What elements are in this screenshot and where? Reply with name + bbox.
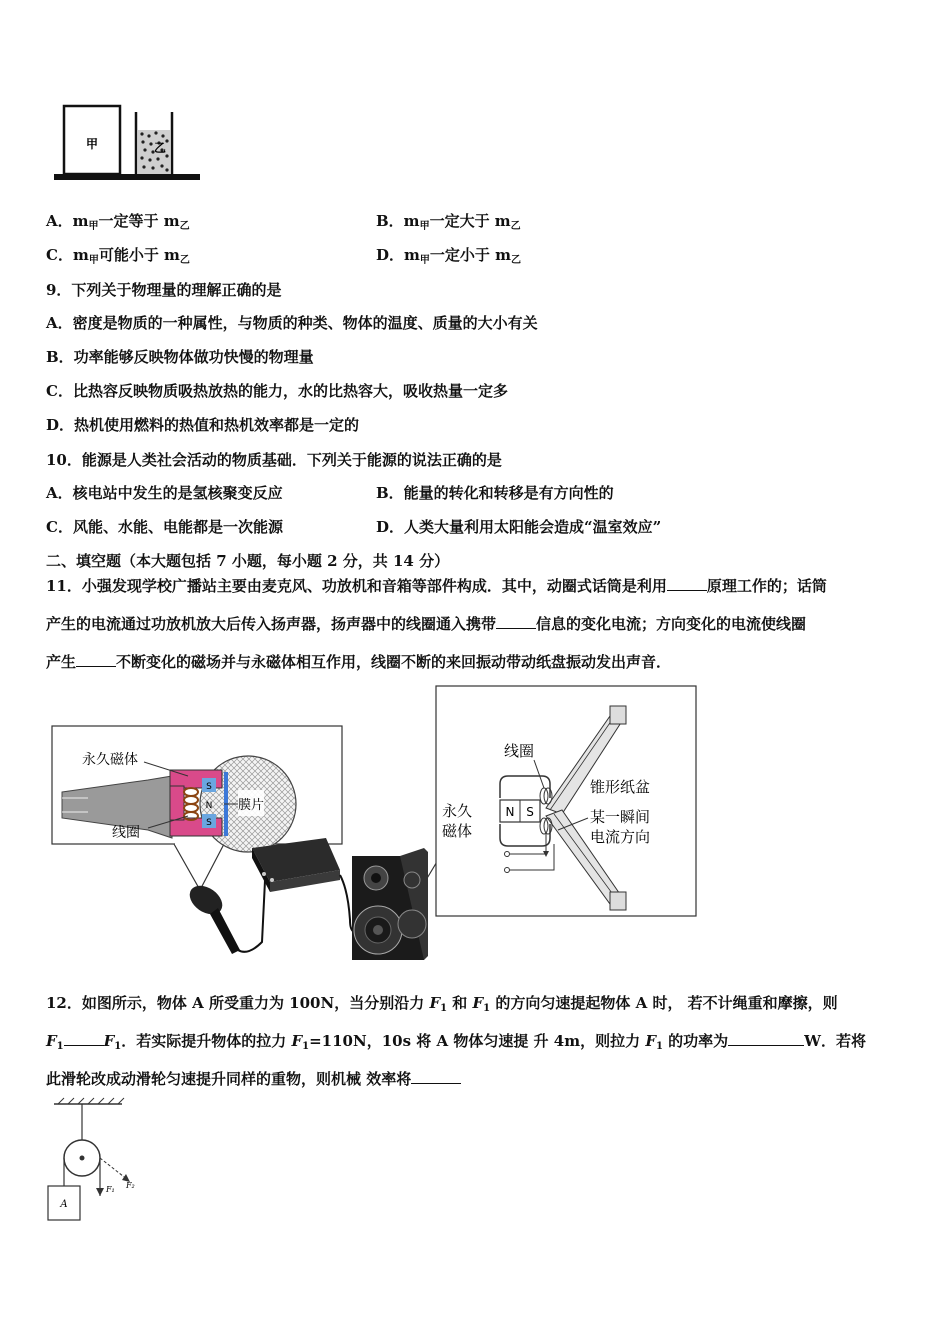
- mic-diaphragm-label: 膜片: [237, 798, 265, 813]
- speaker-magnet-label-2: 磁体: [442, 822, 473, 840]
- mic-coil-label: 线圈: [112, 825, 140, 841]
- figure-jia-yi-containers: [50, 100, 202, 190]
- speaker-current-label-1: 某一瞬间: [590, 808, 651, 826]
- q11-blank-3[interactable]: [76, 652, 116, 667]
- q12-line-1: 12．如图所示，物体 A 所受重力为 100N，当分别沿力 $F_1$ 和 $F_1$ 的方向匀速提起物体 A 时， 若不计绳重和摩擦，则: [46, 994, 838, 1014]
- q8-option-c: C．$m_甲$可能小于 $m_乙$: [46, 246, 190, 266]
- mic-pole-n: N: [205, 801, 213, 811]
- label-yi: 乙: [153, 141, 167, 155]
- q11-line-1: 11．小强发现学校广播站主要由麦克风、功放机和音箱等部件构成．其中，动圈式话筒是利用 原理工作的；话筒: [46, 577, 827, 595]
- pulley-force1-label: F₁: [106, 1185, 115, 1194]
- q12-line-3: 此滑轮改成动滑轮匀速提升同样的重物，则机械 效率将: [46, 1069, 461, 1089]
- pulley-block-label: A: [60, 1199, 68, 1210]
- mic-pole-s-top: S: [206, 782, 212, 792]
- q9-option-c: C．比热容反映物质吸热放热的能力，水的比热容大，吸收热量一定多: [46, 382, 508, 400]
- speaker-cone-label: 锥形纸盆: [590, 778, 651, 796]
- pulley-force2-label: F₂: [126, 1181, 135, 1190]
- label-jia: 甲: [85, 137, 99, 151]
- section-heading: 二、填空题（本大题包括 7 小题，每小题 2 分，共 14 分）: [46, 552, 450, 570]
- speaker-magnet-label-1: 永久: [442, 802, 473, 820]
- q12-blank-2[interactable]: [728, 1031, 804, 1046]
- figure-speaker-diagram: [434, 684, 700, 920]
- figure-microphone-system: [48, 720, 438, 965]
- q11-line-2: 产生的电流通过功放机放大后传入扬声器，扬声器中的线圈通入携带 信息的变化电流；方向变化的电流使线圈: [46, 615, 807, 633]
- speaker-current-label-2: 电流方向: [590, 828, 651, 846]
- figure-pulley: [40, 1096, 150, 1228]
- speaker-pole-n: N: [505, 805, 515, 819]
- q11-blank-1[interactable]: [667, 576, 707, 591]
- q10-option-c: C．风能、水能、电能都是一次能源: [46, 518, 283, 536]
- q9-option-d: D．热机使用燃料的热值和热机效率都是一定的: [46, 416, 360, 434]
- mic-magnet-label: 永久磁体: [82, 752, 138, 768]
- q8-option-a: A．$m_甲$一定等于 $m_乙$: [46, 212, 190, 232]
- q9-stem: 9．下列关于物理量的理解正确的是: [46, 281, 282, 299]
- q10-stem: 10．能源是人类社会活动的物质基础．下列关于能源的说法正确的是: [46, 451, 502, 469]
- q9-option-a: A．密度是物质的一种属性，与物质的种类、物体的温度、质量的大小有关: [46, 314, 538, 332]
- q9-option-b: B．功率能够反映物体做功快慢的物理量: [46, 348, 314, 366]
- q8-option-d: D．$m_甲$一定小于 $m_乙$: [376, 246, 521, 266]
- q10-option-a: A．核电站中发生的是氢核聚变反应: [46, 484, 283, 502]
- q11-line-3: 产生 不断变化的磁场并与永磁体相互作用，线圈不断的来回振动带动纸盘振动发出声音．: [46, 653, 672, 671]
- q8-option-b: B．$m_甲$一定大于 $m_乙$: [376, 212, 521, 232]
- mic-pole-s-bottom: S: [206, 818, 212, 828]
- q12-blank-1[interactable]: [64, 1031, 104, 1046]
- q10-option-b: B．能量的转化和转移是有方向性的: [376, 484, 614, 502]
- q12-blank-3[interactable]: [411, 1069, 461, 1084]
- speaker-coil-label: 线圈: [504, 742, 535, 760]
- speaker-pole-s: S: [526, 805, 534, 819]
- q11-blank-2[interactable]: [496, 614, 536, 629]
- q10-option-d: D．人类大量利用太阳能会造成“温室效应”: [376, 518, 662, 536]
- q12-line-2: $F_1$ $F_1$．若实际提升物体的拉力 $F_1=110N$，10s 将 A 物体匀速提 升 4m，则拉力 $F_1$ 的功率为 W．若将: [46, 1032, 867, 1052]
